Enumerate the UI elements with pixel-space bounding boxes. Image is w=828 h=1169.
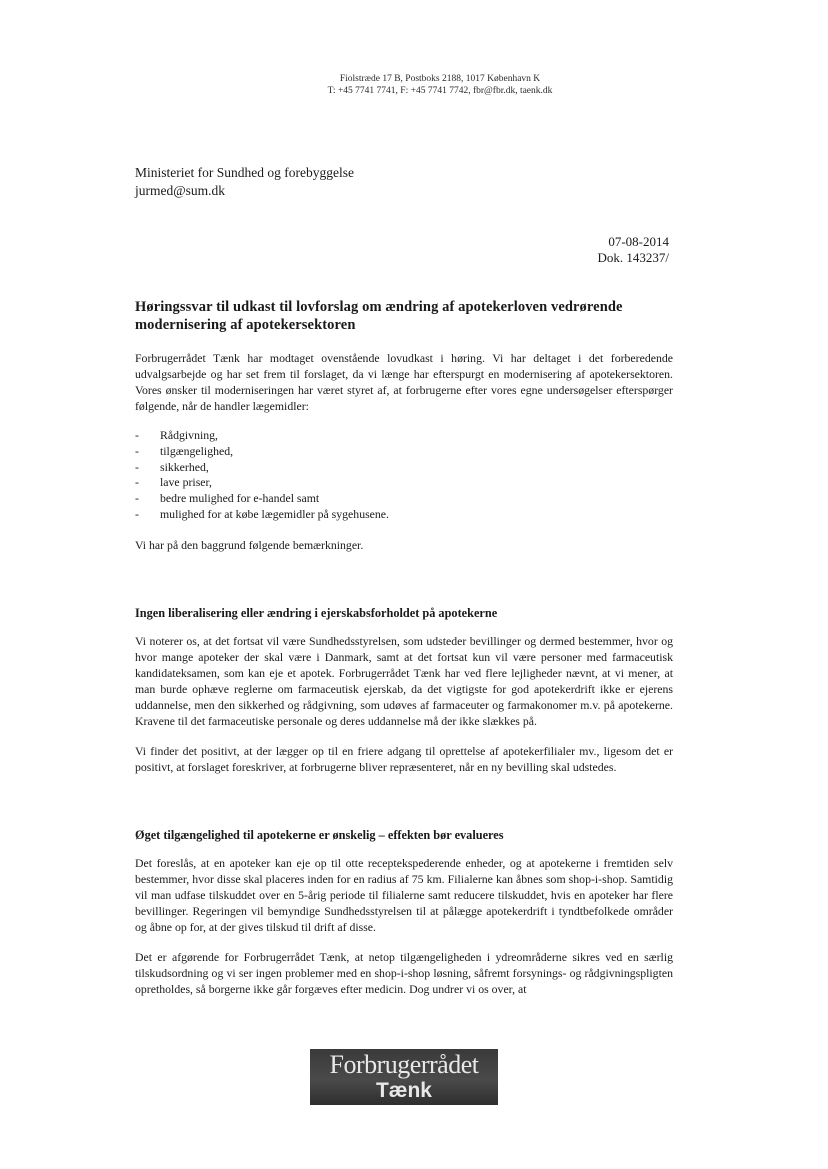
accessibility-paragraph-1: Det foreslås, at en apoteker kan eje op til otte receptekspederende enheder, og at apotekerne i fremtiden selv bestemmer, hvor disse skal placeres inden for en radius af 75 km. Filialerne kan åbnes som shop-i-shop. Samtidig vil man udfase tilskuddet over en 5-årig periode til filialerne samt reducere tilskuddet, hvis en apoteker har flere bevillinger. Regeringen vil bemyndige Sundhedsstyrelsen til at pålægge apotekerdrift i tyndtbefolkede områder og åbne op for, at der gives tilskud til drift af disse. <box>135 855 673 934</box>
list-item: - bedre mulighed for e-handel samt <box>135 491 320 506</box>
letterhead-address: Fiolstræde 17 B, Postboks 2188, 1017 København K <box>339 74 541 84</box>
ownership-paragraph-2: Vi finder det positivt, at der lægger op til en friere adgang til oprettelse af apotekerfilialer mv., ligesom det er positivt, at forslaget foreskriver, at forbrugerne bliver repræsenteret, når en ny bevilling skal udstedes. <box>135 743 673 774</box>
list-item: - mulighed for at købe lægemidler på sygehusene. <box>135 506 389 521</box>
ownership-paragraph-1: Vi noterer os, at det fortsat vil være Sundhedsstyrelsen, som udsteder bevillinger og dermed bestemmer, hvor og hvor mange apoteker der skal være i Danmark, samt at det fortsat kun vil være personer med farmaceutisk kandidateksamen, som kan eje et apotek. Forbrugerrådet Tænk har ved flere lejligheder nævnt, at vi mener, at man burde ophæve reglerne om farmaceutisk ejerskab, da det vigtigste for god apotekerdrift ikke er ejerens uddannelse, men den sikkerhed og rådgivning, som udøves af farmaceuter og farmakonomer m.v. på apotekerne. Kravene til det farmaceutiske personale og deres uddannelse må der ikke slækkes på. <box>135 633 673 728</box>
list-item: - lave priser, <box>135 475 212 490</box>
intro-paragraph: Forbrugerrådet Tænk har modtaget ovenstående lovudkast i høring. Vi har deltaget i det forberedende udvalgsarbejde og har set frem til forslaget, da vi længe har efterspurgt en modernisering af apotekersektoren. Vores ønsker til moderniseringen har været styret af, at forbrugerne efter vores egne undersøgelser efterspørger følgende, når de handler lægemidler: <box>135 351 673 413</box>
recipient-email: jurmed@sum.dk <box>135 183 226 198</box>
logo-line-1: Forbrugerrådet <box>329 1050 479 1079</box>
document-number: Dok. 143237/ <box>597 250 669 265</box>
section-heading-accessibility: Øget tilgængelighed til apotekerne er ønskelig – effekten bør evalueres <box>135 827 504 842</box>
letter-title: Høringssvar til udkast til lovforslag om ændring af apotekerloven vedrørende modernisering af apotekersektoren <box>135 299 623 333</box>
document-date: 07-08-2014 <box>608 234 669 249</box>
remarks-intro: Vi har på den baggrund følgende bemærkninger. <box>135 537 364 552</box>
recipient-block <box>135 164 354 200</box>
letterhead <box>0 73 828 97</box>
document-meta <box>598 234 670 266</box>
forbrugerraadet-taenk-logo <box>310 1049 498 1105</box>
list-item: - sikkerhed, <box>135 459 209 474</box>
accessibility-paragraph-2: Det er afgørende for Forbrugerrådet Tænk, at netop tilgængeligheden i ydreområderne sikres ved en særlig tilskudsordning og vi ser ingen problemer med en shop-i-shop løsning, såfremt forsynings- og rådgivningspligten opretholdes, så borgerne ikke går forgæves efter medicin. Dog undrer vi os over, at <box>135 949 673 996</box>
consumer-needs-list <box>135 428 673 523</box>
letter-body <box>135 298 673 997</box>
logo-line-2: Tænk <box>375 1079 432 1102</box>
section-heading-ownership: Ingen liberalisering eller ændring i ejerskabsforholdet på apotekerne <box>135 605 498 620</box>
list-item: - tilgængelighed, <box>135 443 234 458</box>
recipient-name: Ministeriet for Sundhed og forebyggelse <box>135 165 354 180</box>
list-item: - Rådgivning, <box>135 428 218 442</box>
letterhead-contact: T: +45 7741 7741, F: +45 7741 7742, fbr@fbr.dk, taenk.dk <box>327 86 553 96</box>
